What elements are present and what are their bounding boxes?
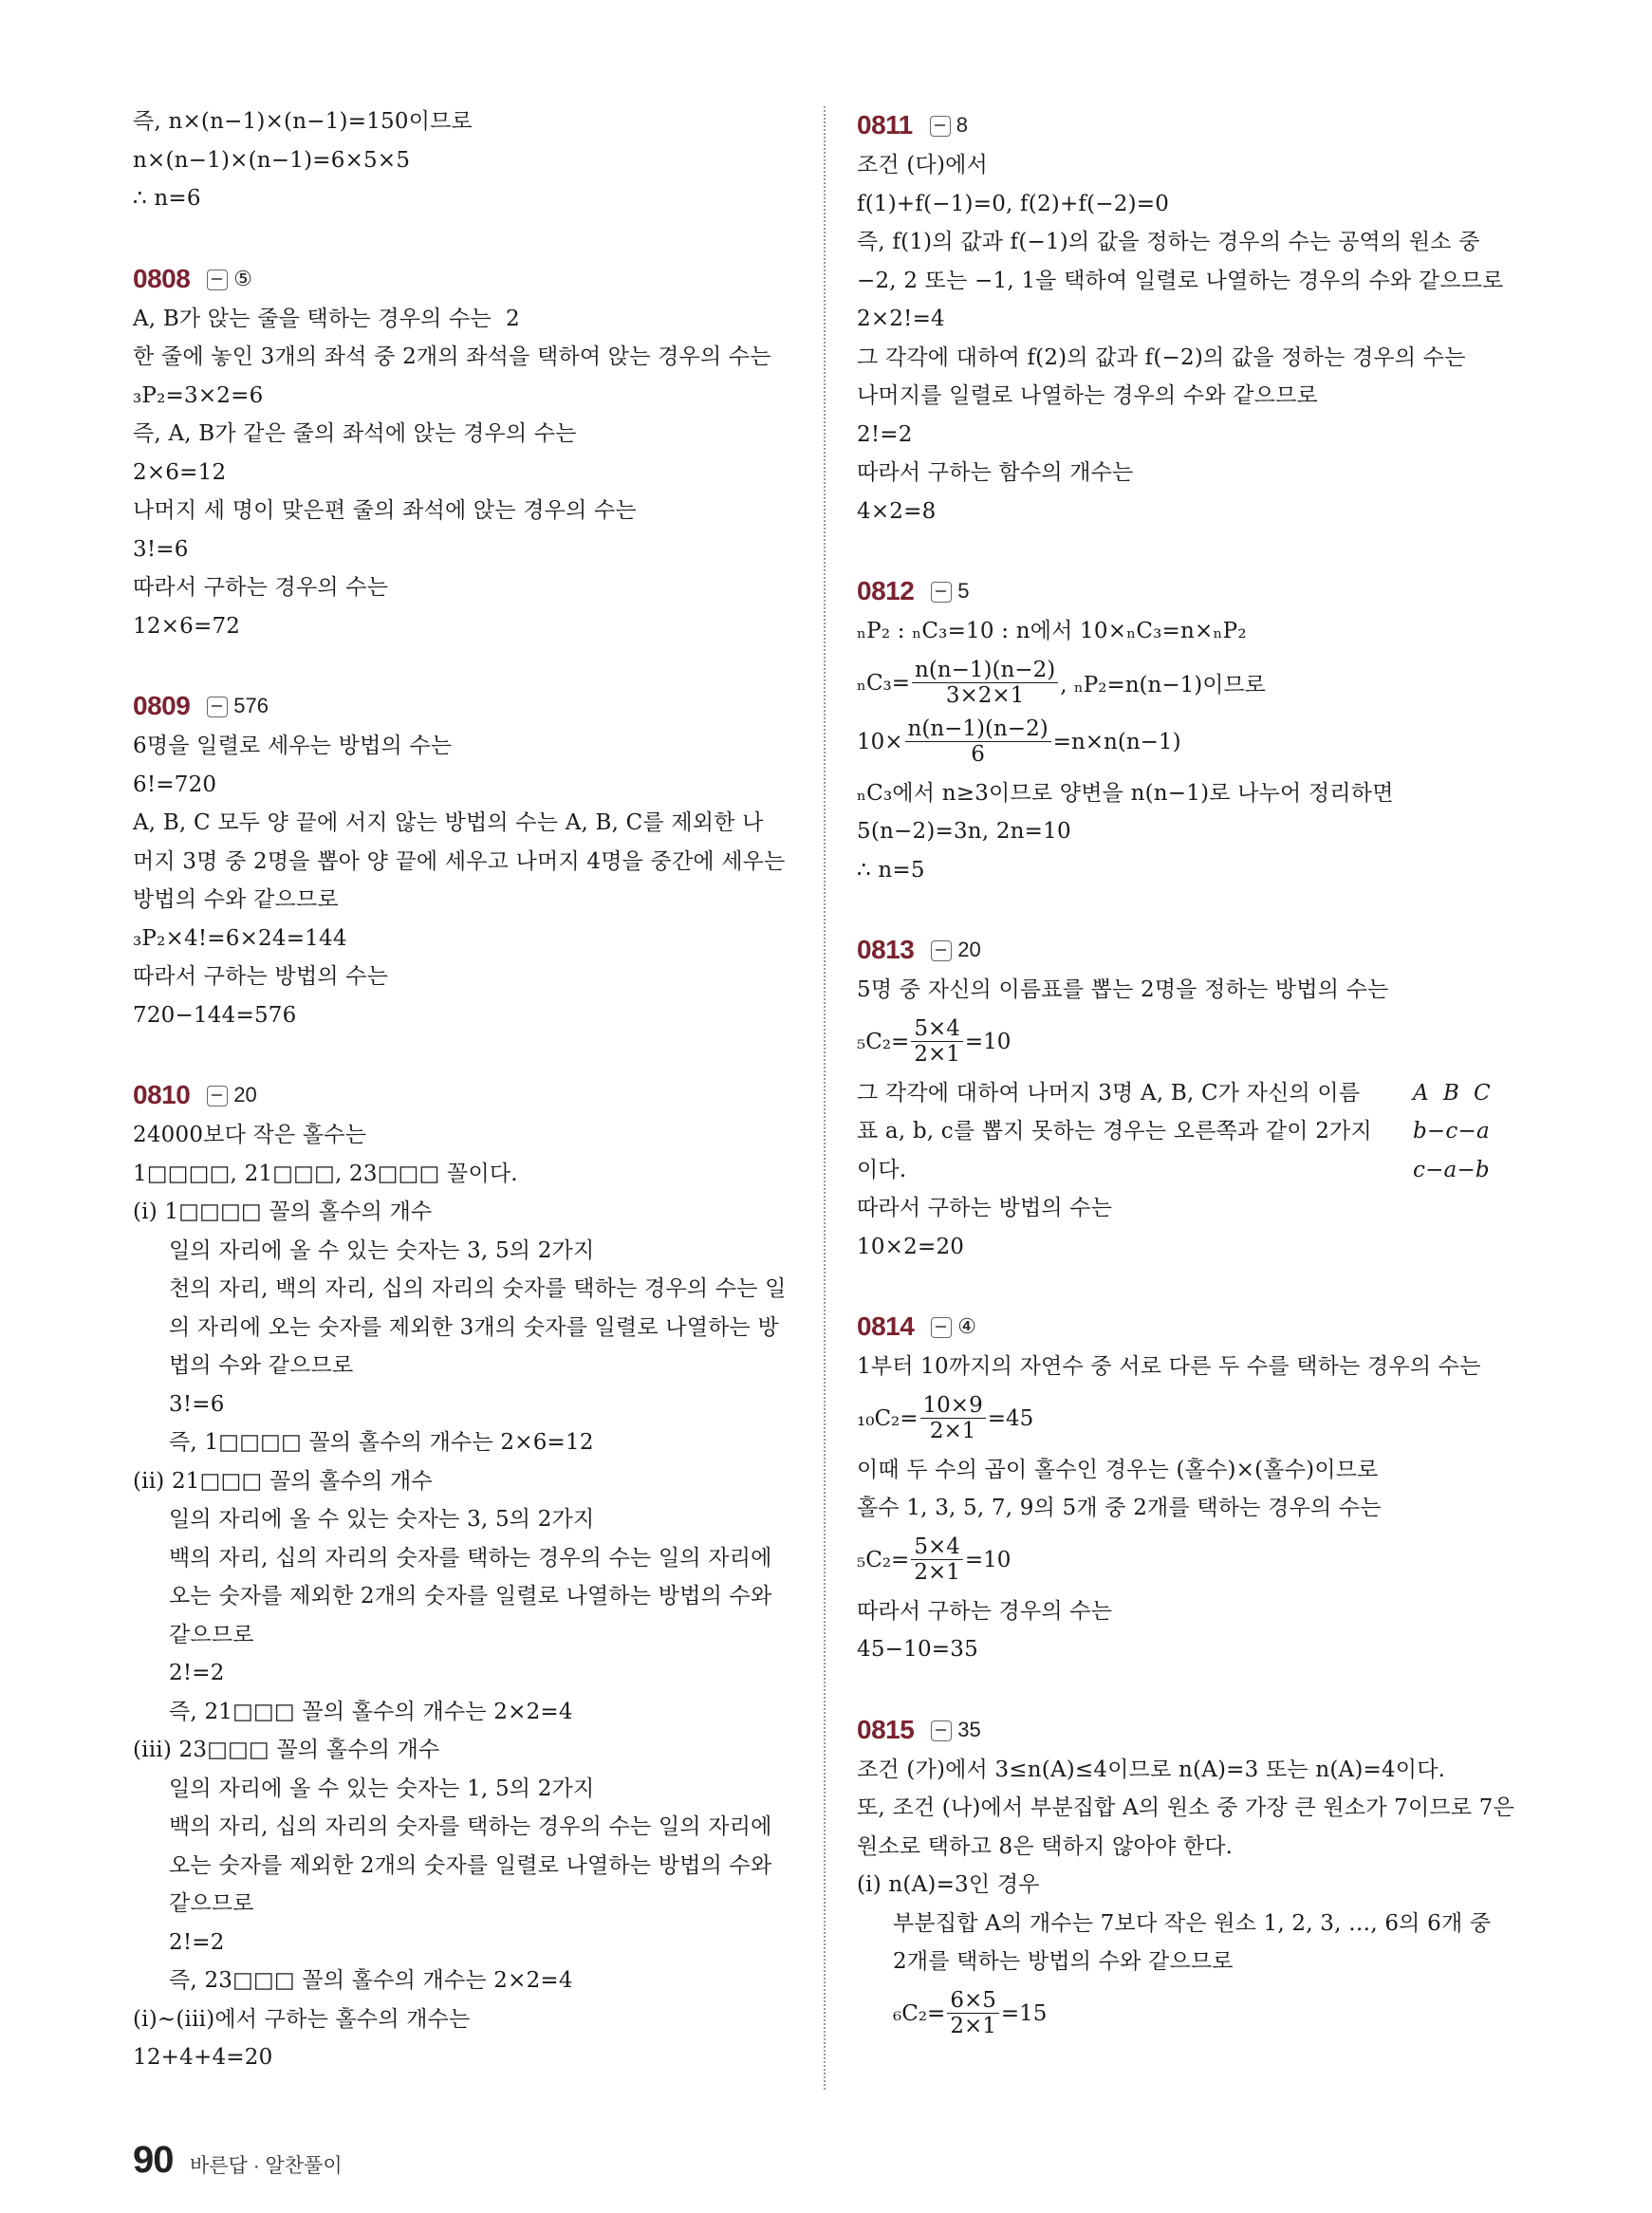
text-line: ₃P₂=3×2=6 [133, 382, 264, 408]
problem-header [133, 1074, 797, 1116]
text-line: 그 각각에 대하여 f(2)의 값과 f(−2)의 값을 정하는 경우의 수는 [857, 344, 1466, 370]
text-line: 2×6=12 [133, 459, 227, 485]
fraction-line [857, 1534, 1521, 1587]
text-line: ∴ n=6 [133, 186, 201, 211]
column-divider [824, 106, 826, 2090]
text-line: (iii) 23□□□ 꼴의 홀수의 개수 [133, 1738, 440, 1762]
text-line: 10×2=20 [857, 1234, 965, 1259]
text-line: 5(n−2)=3n, 2n=10 [857, 819, 1071, 844]
section-gap [133, 1034, 797, 1072]
fraction [905, 716, 1051, 767]
text-line: 2×2!=4 [857, 307, 945, 331]
text-line: 1□□□□, 21□□□, 23□□□ 꼴이다. [133, 1161, 518, 1186]
fraction-suffix: =10 [964, 1547, 1012, 1572]
footer-title: 바른답 · 알찬풀이 [190, 2155, 343, 2177]
text-line: 의 자리에 오는 숫자를 제외한 3개의 숫자를 일렬로 나열하는 방 [169, 1314, 779, 1340]
answer-value: 20 [233, 1083, 257, 1106]
problem-number: 0813 [857, 935, 915, 964]
text-line: (i) 1□□□□ 꼴의 홀수의 개수 [133, 1199, 433, 1224]
section-gap [133, 645, 797, 683]
text-line: 따라서 구하는 경우의 수는 [133, 575, 389, 600]
fraction-suffix: , ₙP₂=n(n−1)이므로 [1060, 673, 1266, 697]
text-line: 한 줄에 놓인 3개의 좌석 중 2개의 좌석을 택하여 앉는 경우의 수는 [133, 344, 771, 369]
answer-badge-icon [931, 940, 952, 961]
side-table-cell: c−a−b [1413, 1157, 1490, 1182]
answer-badge-icon [207, 1086, 228, 1106]
fraction-numerator: 5×4 [911, 1016, 963, 1042]
text-line: 또, 조건 (나)에서 부분집합 A의 원소 중 가장 큰 원소가 7이므로 7은 [857, 1795, 1514, 1820]
fraction-prefix: ₁₀C₂= [857, 1405, 919, 1431]
text-line: 같으므로 [169, 1891, 254, 1916]
fraction [911, 1534, 963, 1585]
text-line: 3!=6 [169, 1391, 225, 1417]
fraction [947, 1988, 999, 2038]
fraction [912, 658, 1058, 708]
fraction-numerator: 5×4 [911, 1534, 963, 1560]
text-line: 24000보다 작은 홀수는 [133, 1123, 367, 1147]
text-line-content: 표 a, b, c를 뽑지 못하는 경우는 오른쪽과 같이 2가지 [857, 1119, 1372, 1144]
fraction-prefix: ₙC₃= [857, 670, 911, 696]
answer-value: 8 [956, 113, 968, 137]
fraction [920, 1393, 986, 1443]
fraction-line [857, 1392, 1521, 1445]
fraction-prefix: ₆C₂= [893, 2000, 946, 2026]
problem-number: 0808 [133, 263, 191, 293]
problem-header [857, 104, 1521, 146]
text-line: 따라서 구하는 경우의 수는 [857, 1598, 1113, 1624]
text-line: 일의 자리에 올 수 있는 숫자는 1, 5의 2가지 [169, 1776, 595, 1801]
fraction-numerator: 6×5 [947, 1988, 999, 2014]
fraction-line [857, 1987, 1521, 2040]
text-line: f(1)+f(−1)=0, f(2)+f(−2)=0 [857, 191, 1170, 216]
fraction-suffix: =15 [1000, 2000, 1048, 2026]
problem-header [133, 258, 797, 300]
text-line: (i)~(iii)에서 구하는 홀수의 개수는 [133, 2006, 471, 2032]
text-line: 방법의 수와 같으므로 [133, 887, 339, 912]
text-line: 같으므로 [169, 1622, 254, 1647]
fraction-denominator: 2×1 [914, 1560, 960, 1585]
text-line: 나머지를 일렬로 나열하는 경우의 수와 같으므로 [857, 383, 1318, 408]
fraction-denominator: 2×1 [914, 1042, 960, 1067]
fraction-prefix: ₅C₂= [857, 1547, 910, 1572]
text-line [857, 1112, 1521, 1151]
text-line: 12+4+4=20 [133, 2045, 273, 2070]
text-line-content: 이다. [857, 1157, 907, 1182]
text-line: 720−144=576 [133, 1002, 297, 1028]
text-line: 백의 자리, 십의 자리의 숫자를 택하는 경우의 수는 일의 자리에 [169, 1545, 772, 1571]
text-line: 12×6=72 [133, 613, 241, 639]
text-line: 즉, n×(n−1)×(n−1)=150이므로 [133, 109, 473, 134]
fraction-denominator: 2×1 [950, 2014, 996, 2038]
answer-badge-icon [207, 697, 228, 717]
answer-badge-icon [931, 582, 952, 603]
fraction-numerator: n(n−1)(n−2) [912, 658, 1058, 683]
fraction-line [857, 716, 1521, 769]
text-line: ₙC₃에서 n≥3이므로 양변을 n(n−1)로 나누어 정리하면 [857, 780, 1394, 806]
text-line-content: 그 각각에 대하여 나머지 3명 A, B, C가 자신의 이름 [857, 1080, 1361, 1106]
problem-number: 0814 [857, 1311, 915, 1341]
problem-header [857, 1306, 1521, 1348]
text-line: A, B가 앉는 줄을 택하는 경우의 수는 2 [133, 306, 520, 331]
text-line: 2개를 택하는 방법의 수와 같으므로 [893, 1949, 1234, 1974]
fraction-suffix: =10 [964, 1029, 1012, 1054]
text-line: 즉, A, B가 같은 줄의 좌석에 앉는 경우의 수는 [133, 421, 577, 446]
text-line: 오는 숫자를 제외한 2개의 숫자를 일렬로 나열하는 방법의 수와 [169, 1852, 772, 1878]
answer-value: 20 [957, 938, 981, 961]
text-line: (ii) 21□□□ 꼴의 홀수의 개수 [133, 1468, 433, 1494]
text-line: 2!=2 [857, 421, 913, 447]
fraction-denominator: 6 [971, 742, 985, 767]
fraction-suffix: =45 [987, 1405, 1034, 1431]
text-line: 2!=2 [169, 1929, 225, 1955]
text-line: 홀수 1, 3, 5, 7, 9의 5개 중 2개를 택하는 경우의 수는 [857, 1496, 1382, 1520]
right-column [857, 102, 1521, 2046]
problem-number: 0811 [857, 110, 913, 139]
text-line: 3!=6 [133, 536, 189, 562]
answer-badge-icon [207, 270, 228, 290]
text-line: ∴ n=5 [857, 857, 925, 883]
text-line [857, 1074, 1521, 1113]
text-line: 머지 3명 중 2명을 뽑아 양 끝에 세우고 나머지 4명을 중간에 세우는 [133, 848, 786, 874]
text-line: 따라서 구하는 방법의 수는 [133, 964, 389, 989]
text-line: ₃P₂×4!=6×24=144 [133, 925, 347, 951]
text-line: 조건 (가)에서 3≤n(A)≤4이므로 n(A)=3 또는 n(A)=4이다. [857, 1757, 1446, 1782]
answer-value: 576 [233, 694, 269, 717]
answer-value: 5 [957, 579, 970, 603]
problem-number: 0812 [857, 576, 915, 605]
text-line: 즉, 23□□□ 꼴의 홀수의 개수는 2×2=4 [169, 1968, 573, 1993]
text-line: 6명을 일렬로 세우는 방법의 수는 [133, 734, 453, 758]
text-line: n×(n−1)×(n−1)=6×5×5 [133, 147, 411, 173]
fraction-numerator: n(n−1)(n−2) [905, 716, 1051, 742]
answer-badge-icon [931, 1720, 952, 1741]
section-gap [857, 889, 1521, 927]
text-line: 일의 자리에 올 수 있는 숫자는 3, 5의 2가지 [169, 1507, 595, 1532]
text-line: A, B, C 모두 양 끝에 서지 않는 방법의 수는 A, B, C를 제외한 나 [133, 810, 764, 835]
text-line: 이때 두 수의 곱이 홀수인 경우는 (홀수)×(홀수)이므로 [857, 1457, 1379, 1482]
section-gap [857, 1266, 1521, 1304]
text-line: 부분집합 A의 개수는 7보다 작은 원소 1, 2, 3, …, 6의 6개 중 [893, 1910, 1492, 1936]
problem-header [133, 685, 797, 727]
text-line: 4×2=8 [857, 498, 937, 524]
problem-number: 0809 [133, 691, 191, 720]
problem-number: 0815 [857, 1714, 915, 1744]
text-line: 따라서 구하는 방법의 수는 [857, 1196, 1113, 1220]
text-line: 2!=2 [169, 1661, 225, 1685]
text-line: 즉, f(1)의 값과 f(−1)의 값을 정하는 경우의 수는 공역의 원소 중 [857, 230, 1480, 254]
text-line: 백의 자리, 십의 자리의 숫자를 택하는 경우의 수는 일의 자리에 [169, 1814, 772, 1839]
fraction-prefix: 10× [857, 729, 903, 754]
text-line: 6!=720 [133, 772, 217, 797]
side-table-cell: b−c−a [1413, 1119, 1490, 1144]
fraction [911, 1016, 963, 1067]
answer-value: ④ [957, 1314, 977, 1338]
text-line: 45−10=35 [857, 1637, 978, 1662]
answer-badge-icon [930, 116, 951, 137]
section-gap [133, 218, 797, 256]
text-line: 조건 (다)에서 [857, 153, 988, 177]
problem-header [857, 1709, 1521, 1751]
text-line: 법의 수와 같으므로 [169, 1353, 354, 1378]
answer-badge-icon [931, 1317, 952, 1338]
section-gap [857, 1669, 1521, 1707]
text-line: 나머지 세 명이 맞은편 줄의 좌석에 앉는 경우의 수는 [133, 498, 637, 523]
text-line: 5명 중 자신의 이름표를 뽑는 2명을 정하는 방법의 수는 [857, 977, 1389, 1002]
text-line: 오는 숫자를 제외한 2개의 숫자를 일렬로 나열하는 방법의 수와 [169, 1584, 772, 1609]
text-line: 즉, 1□□□□ 꼴의 홀수의 개수는 2×6=12 [169, 1430, 594, 1455]
text-line: 일의 자리에 올 수 있는 숫자는 3, 5의 2가지 [169, 1237, 595, 1263]
problem-number: 0810 [133, 1080, 191, 1109]
text-line: −2, 2 또는 −1, 1을 택하여 일렬로 나열하는 경우의 수와 같으므로 [857, 268, 1504, 293]
left-column [133, 102, 797, 2077]
text-line: 즉, 21□□□ 꼴의 홀수의 개수는 2×2=4 [169, 1699, 573, 1724]
fraction-prefix: ₅C₂= [857, 1029, 910, 1054]
problem-header [857, 570, 1521, 612]
fraction-denominator: 3×2×1 [945, 683, 1025, 708]
problem-header [857, 929, 1521, 971]
text-line: (i) n(A)=3인 경우 [857, 1872, 1040, 1897]
section-gap [857, 530, 1521, 568]
fraction-suffix: =n×n(n−1) [1052, 729, 1181, 754]
text-line [857, 1151, 1521, 1190]
text-line: 1부터 10까지의 자연수 중 서로 다른 두 수를 택하는 경우의 수는 [857, 1354, 1481, 1379]
text-line: 원소로 택하고 8은 택하지 않아야 한다. [857, 1833, 1234, 1859]
fraction-line [857, 657, 1521, 710]
text-line: 천의 자리, 백의 자리, 십의 자리의 숫자를 택하는 경우의 수는 일 [169, 1276, 787, 1301]
fraction-denominator: 2×1 [929, 1419, 976, 1443]
answer-value: 35 [957, 1717, 981, 1741]
fraction-numerator: 10×9 [920, 1393, 986, 1419]
answer-value: ⑤ [233, 266, 253, 290]
text-line: 따라서 구하는 함수의 개수는 [857, 460, 1134, 485]
text-line: ₙP₂ : ₙC₃=10 : n에서 10×ₙC₃=n×ₙP₂ [857, 619, 1247, 643]
page-number: 90 [133, 2139, 174, 2181]
fraction-line [857, 1015, 1521, 1069]
side-table-cell: A B C [1413, 1080, 1491, 1106]
